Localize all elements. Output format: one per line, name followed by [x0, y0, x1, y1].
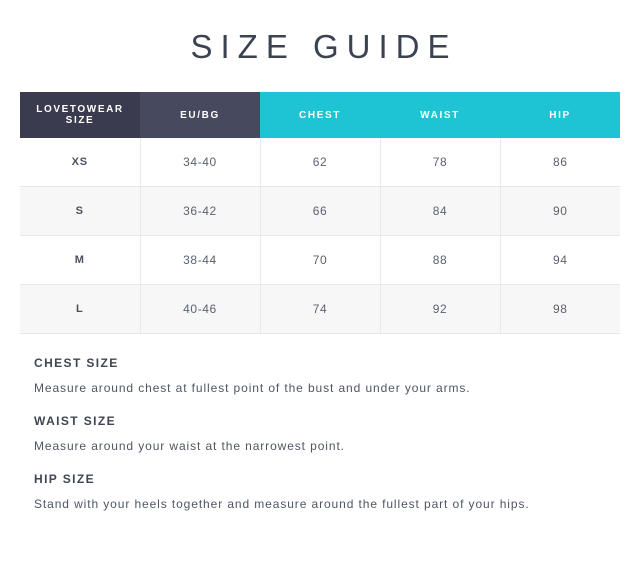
note-body: Measure around chest at fullest point of the bust and under your arms.	[34, 381, 471, 395]
column-header-lovetowear-size: LOVETOWEAR SIZE	[20, 92, 140, 138]
page-title: SIZE GUIDE	[190, 28, 458, 65]
cell-waist: 78	[380, 138, 500, 187]
note-body: Measure around your waist at the narrowest point.	[34, 439, 345, 453]
note-waist	[34, 414, 606, 456]
table-row	[20, 285, 620, 334]
note-heading: WAIST SIZE	[34, 414, 117, 428]
cell-chest: 70	[260, 236, 380, 285]
note-body: Stand with your heels together and measure around the fullest part of your hips.	[34, 497, 530, 511]
note-heading: CHEST SIZE	[34, 356, 119, 370]
cell-waist: 84	[380, 187, 500, 236]
note-heading: HIP SIZE	[34, 472, 95, 486]
cell-chest: 62	[260, 138, 380, 187]
column-header-chest: CHEST	[260, 92, 380, 138]
table-header-row	[20, 92, 620, 138]
cell-chest: 66	[260, 187, 380, 236]
column-header-eu-bg: EU/BG	[140, 92, 260, 138]
cell-eu-bg: 36-42	[140, 187, 260, 236]
column-header-waist: WAIST	[380, 92, 500, 138]
note-hip	[34, 472, 606, 514]
cell-size: XS	[20, 138, 140, 187]
measurement-notes	[34, 356, 606, 514]
cell-waist: 88	[380, 236, 500, 285]
cell-chest: 74	[260, 285, 380, 334]
cell-hip: 98	[500, 285, 620, 334]
table-row	[20, 138, 620, 187]
table-row	[20, 236, 620, 285]
size-table	[20, 92, 620, 334]
table-row	[20, 187, 620, 236]
cell-hip: 94	[500, 236, 620, 285]
column-header-hip: HIP	[500, 92, 620, 138]
cell-size: L	[20, 285, 140, 334]
cell-waist: 92	[380, 285, 500, 334]
cell-hip: 90	[500, 187, 620, 236]
cell-eu-bg: 40-46	[140, 285, 260, 334]
size-table-header	[20, 92, 620, 138]
cell-hip: 86	[500, 138, 620, 187]
cell-eu-bg: 38-44	[140, 236, 260, 285]
cell-size: M	[20, 236, 140, 285]
cell-eu-bg: 34-40	[140, 138, 260, 187]
size-table-body	[20, 138, 620, 334]
size-table-container	[20, 92, 620, 334]
cell-size: S	[20, 187, 140, 236]
note-chest	[34, 356, 606, 398]
